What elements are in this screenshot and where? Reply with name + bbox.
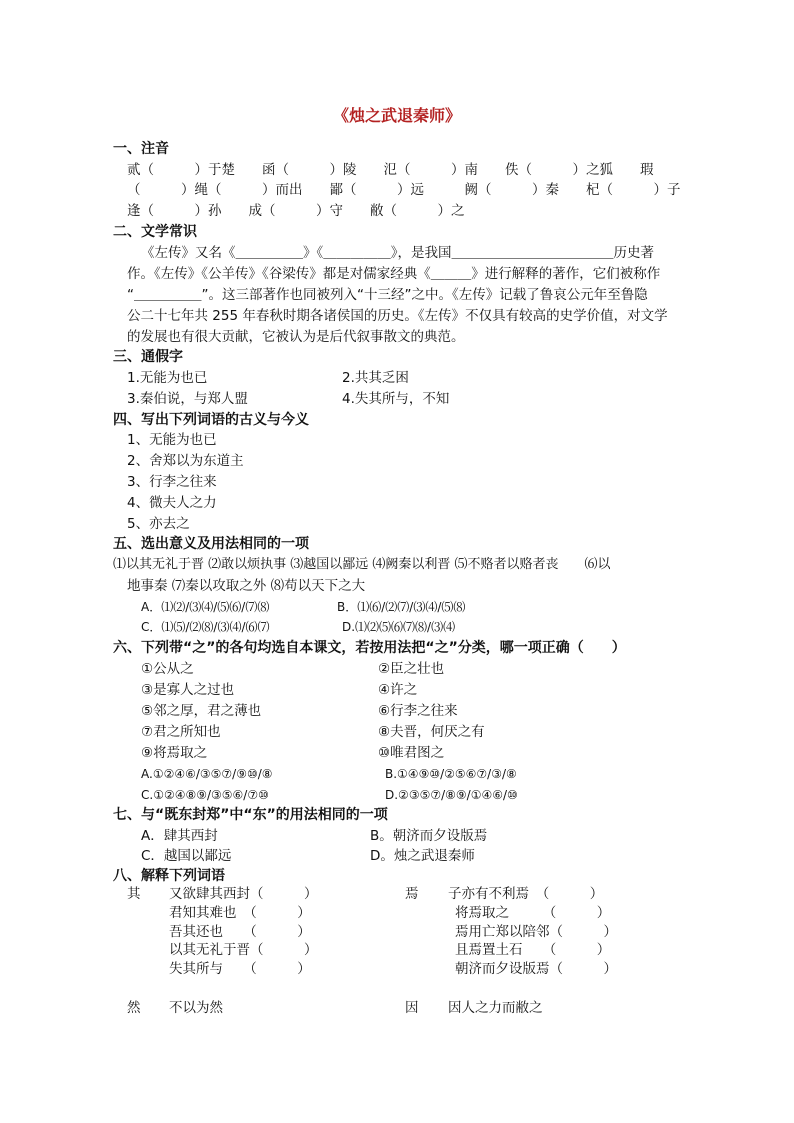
zhi-item-2: ②臣之壮也 xyxy=(378,661,445,677)
zhi-item-6: ⑥行李之往来 xyxy=(378,703,458,719)
tongjia-item-2: 2.共其乏困 xyxy=(342,370,409,386)
s7-option-d: D。烛之武退秦师 xyxy=(370,848,475,864)
qi-item-3: 吾其还也 （ ） xyxy=(169,924,311,940)
section-6-heading: 六、下列带“之”的各句均选自本课文，若按用法把“之”分类，哪一项正确（ ） xyxy=(113,640,626,656)
yan-item-5: 朝济而夕设版焉（ ） xyxy=(455,961,617,977)
meaning-item-1: 1、无能为也已 xyxy=(127,432,217,448)
tongjia-item-3: 3.秦伯说，与郑人盟 xyxy=(127,391,248,407)
tongjia-item-1: 1.无能为也已 xyxy=(127,370,208,386)
word-yan: 焉 xyxy=(405,886,419,902)
zhi-item-1: ①公从之 xyxy=(141,661,194,677)
meaning-item-5: 5、亦去之 xyxy=(127,516,190,532)
s5-option-b: B．⑴⑹/⑵⑺/⑶⑷/⑸⑻ xyxy=(337,600,466,614)
literature-line-1: 《左传》又名《＿＿＿＿＿》《＿＿＿＿＿》，是我国＿＿＿＿＿＿＿＿＿＿＿＿历史著 xyxy=(141,245,654,261)
section-3-heading: 三、通假字 xyxy=(113,349,183,365)
zhi-item-3: ③是寡人之过也 xyxy=(141,682,235,698)
section-7-heading: 七、与“既东封郑”中“东”的用法相同的一项 xyxy=(113,807,388,823)
zhi-item-5: ⑤邻之厚，君之薄也 xyxy=(141,703,262,719)
zhi-item-7: ⑦君之所知也 xyxy=(141,724,221,740)
yin-item-1: 因人之力而敝之 xyxy=(448,1000,543,1016)
s5-option-a: A．⑴⑵/⑶⑷/⑸⑹/⑺⑻ xyxy=(141,600,270,614)
yan-item-2: 将焉取之 （ ） xyxy=(455,905,611,921)
pinyin-line-3: 逢（ ）孙 成（ ）守 敝（ ）之 xyxy=(127,203,465,219)
yan-item-1: 子亦有不利焉 （ ） xyxy=(448,886,604,902)
yan-item-3: 焉用亡郑以陪邻（ ） xyxy=(455,924,617,940)
qi-item-2: 君知其难也 （ ） xyxy=(169,905,311,921)
zhi-item-10: ⑩唯君图之 xyxy=(378,745,445,761)
yi-usage-line-1: ⑴以其无礼于晋 ⑵敢以烦执事 ⑶越国以鄙远 ⑷阙秦以利晋 ⑸不赂者以赂者丧 ⑹以 xyxy=(113,557,611,572)
s6-option-b: B.①④⑨⑩/②⑤⑥⑦/③/⑧ xyxy=(385,767,517,781)
section-5-heading: 五、选出意义及用法相同的一项 xyxy=(113,536,309,552)
s7-option-b: B。朝济而夕设版焉 xyxy=(370,828,488,844)
zhi-item-9: ⑨将焉取之 xyxy=(141,745,208,761)
meaning-item-4: 4、微夫人之力 xyxy=(127,495,217,511)
zhi-item-8: ⑧夫晋，何厌之有 xyxy=(378,724,485,740)
ran-item-1: 不以为然 xyxy=(169,1000,223,1016)
tongjia-item-4: 4.失其所与，不知 xyxy=(342,391,450,407)
zhi-item-4: ④许之 xyxy=(378,682,418,698)
section-1-heading: 一、注音 xyxy=(113,141,169,157)
s6-option-d: D.②③⑤⑦/⑧⑨/①④⑥/⑩ xyxy=(385,788,518,802)
literature-line-3: “＿＿＿＿＿”。这三部著作也同被列入“十三经”之中。《左传》记载了鲁哀公元年至鲁隐 xyxy=(127,287,648,303)
meaning-item-3: 3、行李之往来 xyxy=(127,474,217,490)
word-qi: 其 xyxy=(127,886,141,902)
section-2-heading: 二、文学常识 xyxy=(113,224,197,240)
pinyin-line-1: 贰（ ）于楚 函（ ）陵 氾（ ）南 佚（ ）之狐 瑕 xyxy=(127,162,654,178)
literature-line-4: 公二十七年共 255 年春秋时期各诸侯国的历史。《左传》不仅具有较高的史学价值，对文学 xyxy=(127,308,668,324)
literature-line-5: 的发展也有很大贡献，它被认为是后代叙事散文的典范。 xyxy=(127,329,465,345)
word-ran: 然 xyxy=(127,1000,141,1016)
yan-item-4: 且焉置土石 （ ） xyxy=(455,942,611,958)
page-title: 《烛之武退秦师》 xyxy=(332,106,461,125)
yi-usage-line-2: 地事秦 ⑺秦以攻取之外 ⑻苟以天下之大 xyxy=(127,578,366,594)
section-8-heading: 八、解释下列词语 xyxy=(113,868,225,884)
s7-option-a: A．肆其西封 xyxy=(141,828,218,844)
s7-option-c: C．越国以鄙远 xyxy=(141,848,232,864)
s6-option-a: A.①②④⑥/③⑤⑦/⑨⑩/⑧ xyxy=(141,767,273,781)
s5-option-d: D.⑴⑵⑸⑹⑺⑻/⑶⑷ xyxy=(342,620,456,634)
literature-line-2: 作。《左传》《公羊传》《谷梁传》都是对儒家经典《＿＿＿》进行解释的著作，它们被称作 xyxy=(127,266,661,282)
qi-item-1: 又欲肆其西封（ ） xyxy=(169,886,318,902)
pinyin-line-2: （ ）绳（ ）而出 鄙（ ）远 阙（ ）秦 杞（ ）子 xyxy=(127,182,681,198)
s6-option-c: C.①②④⑧⑨/③⑤⑥/⑦⑩ xyxy=(141,788,269,802)
section-4-heading: 四、写出下列词语的古义与今义 xyxy=(113,412,309,428)
qi-item-5: 失其所与 （ ） xyxy=(169,961,311,977)
meaning-item-2: 2、舍郑以为东道主 xyxy=(127,453,244,469)
word-yin: 因 xyxy=(405,1000,419,1016)
s5-option-c: C．⑴⑸/⑵⑻/⑶⑷/⑹⑺ xyxy=(141,620,270,634)
qi-item-4: 以其无礼于晋（ ） xyxy=(169,942,318,958)
